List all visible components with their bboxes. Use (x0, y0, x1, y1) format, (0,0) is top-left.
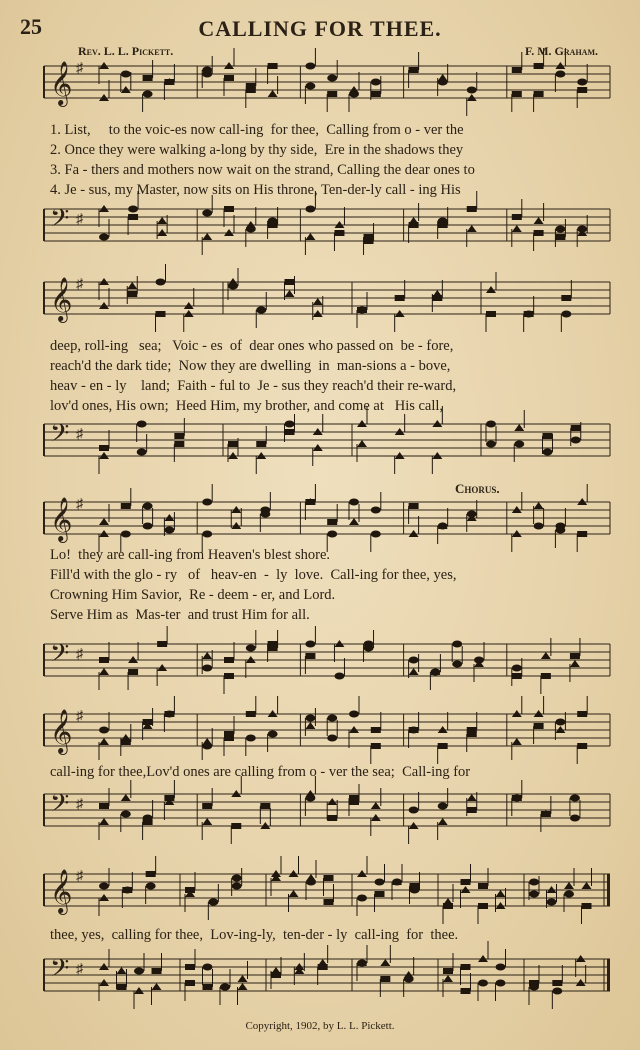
note-head (571, 437, 581, 444)
note-head (371, 727, 381, 733)
note-head (202, 67, 212, 74)
note-head (208, 899, 218, 906)
note-head (555, 527, 565, 534)
note-head (395, 295, 405, 301)
bass-staff-3 (44, 640, 610, 680)
page-number: 25 (20, 14, 42, 39)
key-signature-sharp-icon: ♯ (76, 212, 83, 227)
note-head (410, 883, 420, 889)
note-head (327, 715, 337, 722)
note-head (371, 507, 381, 514)
note-head (478, 883, 488, 889)
note-head (99, 727, 109, 734)
note-head (152, 983, 162, 990)
note-head (305, 206, 315, 213)
note-head (364, 234, 374, 240)
note-head (438, 218, 448, 225)
note-head (285, 421, 295, 428)
note-head (305, 722, 315, 729)
note-head (143, 503, 153, 510)
note-head (561, 295, 571, 301)
note-head (156, 311, 166, 317)
note-head (256, 307, 266, 314)
note-head (478, 980, 488, 987)
lyricist-credit: Rev. L. L. Pickett. (78, 44, 174, 58)
note-head (127, 291, 137, 297)
note-head (174, 433, 184, 439)
key-signature-sharp-icon: ♯ (76, 277, 83, 292)
treble-clef-icon: 𝄞 (50, 61, 73, 105)
verse-2-line-3: Fill'd with the glo - ry of heav-en - ly love. Call-ing for thee, yes, (50, 567, 457, 583)
note-head (246, 87, 256, 93)
note-head (438, 818, 448, 825)
note-head (232, 883, 242, 890)
final-barline (607, 874, 610, 906)
note-head (99, 234, 109, 241)
key-signature-sharp-icon: ♯ (76, 61, 83, 76)
staff-lines (44, 497, 610, 541)
chorus-label: Chorus. (455, 481, 500, 496)
note-head (202, 738, 212, 745)
note-head (478, 903, 488, 909)
note-head (524, 311, 534, 318)
note-head (99, 803, 109, 809)
note-head (327, 735, 337, 742)
note-head (334, 230, 344, 236)
hymn-title: CALLING FOR THEE. (198, 16, 442, 41)
note-head (99, 668, 109, 675)
note-head (512, 738, 522, 745)
note-head (99, 657, 109, 663)
staff-lines (44, 420, 610, 460)
note-head (541, 811, 551, 817)
note-head (121, 794, 131, 801)
note-head (570, 653, 580, 659)
note-head (334, 673, 344, 680)
bass-clef-icon: 𝄢 (50, 954, 70, 989)
note-head (409, 67, 419, 73)
note-head (256, 441, 266, 447)
note-head (305, 233, 315, 240)
verse-4-line-1: 4. Je - sus, my Master, now sits on His throne, Ten-der-ly call - ing His (50, 182, 461, 198)
verse-2-line-2: reach'd the dark tide; Now they are dwelling in man-sions a - bove, (50, 358, 451, 374)
note-head (305, 63, 315, 70)
note-head (577, 79, 587, 86)
note-head (122, 887, 132, 893)
note-head (467, 225, 477, 232)
treble-staff-4 (44, 709, 610, 753)
note-head (224, 75, 234, 81)
note-head (357, 895, 367, 902)
note-head (380, 959, 390, 966)
note-head (143, 719, 153, 725)
treble-clef-icon: 𝄞 (50, 869, 73, 913)
note-head (220, 984, 230, 991)
bass-staff-4 (44, 790, 610, 830)
note-head (224, 206, 234, 212)
note-head (409, 807, 419, 814)
note-head (246, 735, 256, 742)
key-signature-sharp-icon: ♯ (76, 427, 83, 442)
note-head (121, 531, 131, 538)
note-head (404, 976, 414, 983)
note-head (461, 988, 471, 994)
chorus-line-2: thee, yes, calling for thee, Lov-ing-ly, ten-der - ly call-ing for thee. (50, 927, 459, 943)
bass-clef-icon: 𝄢 (50, 204, 70, 239)
note-head (305, 641, 315, 648)
note-head (443, 968, 453, 974)
note-head (582, 882, 592, 889)
note-head (486, 421, 496, 428)
note-head (99, 445, 109, 451)
note-head (552, 980, 562, 986)
verse-4-line-3: Serve Him as Mas-ter and trust Him for all. (50, 607, 310, 623)
note-head (224, 673, 234, 679)
note-head (143, 523, 153, 530)
staff-lines (44, 955, 610, 995)
note-head (238, 983, 248, 990)
note-head (577, 743, 587, 749)
note-head (164, 711, 174, 718)
note-head (143, 75, 153, 81)
note-head (577, 87, 587, 93)
staff-lines (44, 205, 610, 245)
verse-2-line-1: 2. Once they were walking a-long by thy side, Ere in the shadows they (50, 142, 464, 158)
note-head (371, 91, 381, 97)
note-head (121, 811, 131, 818)
note-head (534, 91, 544, 97)
note-head (514, 441, 524, 448)
note-head (443, 975, 453, 982)
note-head (121, 503, 131, 509)
treble-staff-1 (44, 61, 610, 105)
note-head (313, 298, 323, 305)
note-head (541, 673, 551, 679)
note-head (409, 222, 419, 228)
final-barline (607, 959, 610, 991)
note-head (555, 234, 565, 240)
note-head (285, 429, 295, 435)
note-head (371, 802, 381, 809)
note-head (246, 645, 256, 652)
note-head (285, 290, 295, 297)
note-head (452, 641, 462, 648)
note-head (137, 449, 147, 456)
note-head (349, 795, 359, 801)
note-head (224, 735, 234, 741)
note-head (117, 967, 127, 974)
note-head (486, 311, 496, 317)
staff-lines (44, 61, 610, 105)
note-head (512, 665, 522, 672)
note-head (203, 964, 213, 971)
note-head (202, 818, 212, 825)
note-head (185, 980, 195, 986)
note-head (349, 518, 359, 525)
note-head (203, 984, 213, 990)
staff-lines (44, 869, 610, 913)
note-head (534, 723, 544, 729)
treble-clef-icon: 𝄞 (50, 277, 73, 321)
note-head (547, 899, 557, 906)
verse-1-line-1: 1. List, to the voic-es now call-ing for thee, Calling from o - ver the (50, 122, 464, 138)
bass-staff-2 (44, 420, 610, 460)
note-head (577, 531, 587, 537)
note-head (357, 440, 367, 447)
note-head (438, 803, 448, 810)
treble-staff-5 (44, 869, 610, 913)
note-head (564, 891, 574, 898)
note-head (375, 879, 385, 886)
note-head (268, 731, 278, 738)
key-signature-sharp-icon: ♯ (76, 869, 83, 884)
note-head (128, 206, 138, 213)
note-head (571, 425, 581, 431)
note-head (555, 71, 565, 78)
staff-lines (44, 640, 610, 680)
note-head (467, 511, 477, 518)
note-head (143, 91, 153, 98)
note-head (409, 668, 419, 675)
note-head (392, 879, 402, 886)
note-head (260, 803, 270, 809)
note-head (202, 665, 212, 672)
treble-staff-2 (44, 277, 610, 321)
note-head (364, 641, 374, 648)
key-signature-sharp-icon: ♯ (76, 962, 83, 977)
note-head (99, 518, 109, 525)
staff-lines (44, 709, 610, 753)
chorus-line-1: call-ing for thee,Lov'd ones are calling from o - ver the sea; Call-ing for (50, 764, 471, 780)
note-head (185, 964, 195, 970)
note-head (202, 803, 212, 809)
staff-lines (44, 790, 610, 830)
note-head (228, 441, 238, 447)
note-head (268, 218, 278, 225)
note-head (202, 531, 212, 538)
bass-staff-5 (44, 955, 610, 995)
note-head (127, 282, 137, 289)
note-head (305, 83, 315, 90)
note-head (577, 226, 587, 233)
note-head (467, 731, 477, 737)
note-head (512, 225, 522, 232)
note-head (438, 743, 448, 749)
note-head (117, 984, 127, 990)
note-head (582, 903, 592, 909)
note-head (512, 67, 522, 73)
note-head (534, 63, 544, 69)
key-signature-sharp-icon: ♯ (76, 797, 83, 812)
note-head (246, 226, 256, 233)
note-head (157, 641, 167, 647)
note-head (496, 964, 506, 971)
note-head (543, 433, 553, 439)
note-head (349, 499, 359, 506)
note-head (371, 79, 381, 86)
note-head (305, 499, 315, 505)
note-head (152, 968, 162, 974)
note-head (349, 711, 359, 718)
note-head (432, 290, 442, 297)
note-head (541, 652, 551, 659)
note-head (324, 899, 334, 905)
note-head (496, 980, 506, 987)
note-head (327, 519, 337, 525)
note-head (371, 743, 381, 749)
note-head (327, 815, 337, 821)
bass-clef-icon: 𝄢 (50, 639, 70, 674)
note-head (164, 79, 174, 85)
treble-staff-3 (44, 497, 610, 541)
note-head (570, 795, 580, 802)
note-head (324, 875, 334, 881)
note-head (570, 660, 580, 667)
note-head (318, 964, 328, 970)
note-head (246, 711, 256, 717)
note-head (534, 502, 544, 509)
bass-clef-icon: 𝄢 (50, 789, 70, 824)
note-head (461, 879, 471, 885)
note-head (512, 673, 522, 679)
note-head (268, 90, 278, 97)
note-head (512, 91, 522, 97)
note-head (285, 279, 295, 285)
note-head (305, 653, 315, 659)
note-head (164, 527, 174, 534)
note-head (327, 75, 337, 82)
note-head (134, 968, 144, 975)
bass-staff-1 (44, 205, 610, 245)
note-head (467, 206, 477, 212)
note-head (552, 988, 562, 995)
verse-1-line-3: Lo! they are call-ing from Heaven's blest shore. (50, 547, 331, 563)
note-head (514, 424, 524, 431)
note-head (467, 794, 477, 801)
note-head (327, 531, 337, 538)
note-head (375, 891, 385, 897)
note-head (443, 903, 453, 909)
note-head (146, 883, 156, 890)
note-head (467, 807, 477, 813)
note-head (128, 214, 138, 220)
note-head (577, 711, 587, 717)
note-head (534, 523, 544, 530)
note-head (409, 727, 419, 733)
note-head (271, 967, 281, 974)
note-head (174, 441, 184, 447)
verse-3-line-3: Crowning Him Savior, Re - deem - er, and Lord. (50, 587, 336, 603)
note-head (327, 91, 337, 97)
note-head (570, 815, 580, 822)
composer-credit: F. M. Graham. (525, 44, 598, 58)
note-head (349, 91, 359, 98)
note-head (534, 217, 544, 224)
note-head (380, 976, 390, 982)
note-head (461, 964, 471, 970)
note-head (157, 217, 167, 224)
note-head (156, 279, 166, 286)
note-head (202, 233, 212, 240)
treble-clef-icon: 𝄞 (50, 497, 73, 541)
note-head (409, 657, 419, 664)
key-signature-sharp-icon: ♯ (76, 497, 83, 512)
note-head (232, 875, 242, 882)
note-head (529, 984, 539, 991)
note-head (305, 795, 315, 802)
note-head (268, 641, 278, 647)
note-head (231, 823, 241, 829)
note-head (467, 87, 477, 94)
note-head (202, 652, 212, 659)
note-head (121, 71, 131, 78)
note-head (306, 879, 316, 886)
key-signature-sharp-icon: ♯ (76, 709, 83, 724)
note-head (543, 449, 553, 456)
note-head (137, 421, 147, 428)
note-head (371, 531, 381, 538)
note-head (452, 661, 462, 668)
note-head (357, 307, 367, 314)
verse-3-line-2: heav - en - ly land; Faith - ful to Je - sus they reach'd their re-ward, (50, 378, 457, 394)
note-head (268, 63, 278, 69)
note-head (486, 441, 496, 448)
verse-4-line-2: lov'd ones, His own; Heed Him, my brother, and come at His call, (50, 398, 444, 414)
note-head (512, 214, 522, 220)
note-head (438, 74, 448, 81)
note-head (534, 230, 544, 236)
note-head (555, 226, 565, 233)
bass-clef-icon: 𝄢 (50, 419, 70, 454)
note-head (512, 795, 522, 801)
note-head (224, 657, 234, 663)
verse-3-line-1: 3. Fa - thers and mothers now wait on the strand, Calling the dear ones to (50, 162, 475, 178)
note-head (561, 311, 571, 318)
treble-clef-icon: 𝄞 (50, 709, 73, 753)
note-head (305, 715, 315, 722)
copyright-notice: Copyright, 1902, by L. L. Pickett. (245, 1020, 395, 1032)
staff-lines (44, 277, 610, 321)
note-head (202, 210, 212, 217)
note-head (99, 883, 109, 890)
note-head (128, 669, 138, 675)
note-head (99, 738, 109, 745)
note-head (430, 669, 440, 676)
verse-1-line-2: deep, roll-ing sea; Voic - es of dear ones who passed on be - fore, (50, 338, 454, 354)
note-head (99, 818, 109, 825)
note-head (496, 890, 506, 897)
note-head (564, 882, 574, 889)
note-head (409, 503, 419, 509)
note-head (529, 879, 539, 886)
note-head (143, 819, 153, 825)
note-head (529, 891, 539, 898)
note-head (289, 890, 299, 897)
note-head (146, 871, 156, 877)
key-signature-sharp-icon: ♯ (76, 647, 83, 662)
note-head (238, 975, 248, 982)
note-head (260, 511, 270, 518)
note-head (555, 719, 565, 726)
note-head (202, 499, 212, 506)
